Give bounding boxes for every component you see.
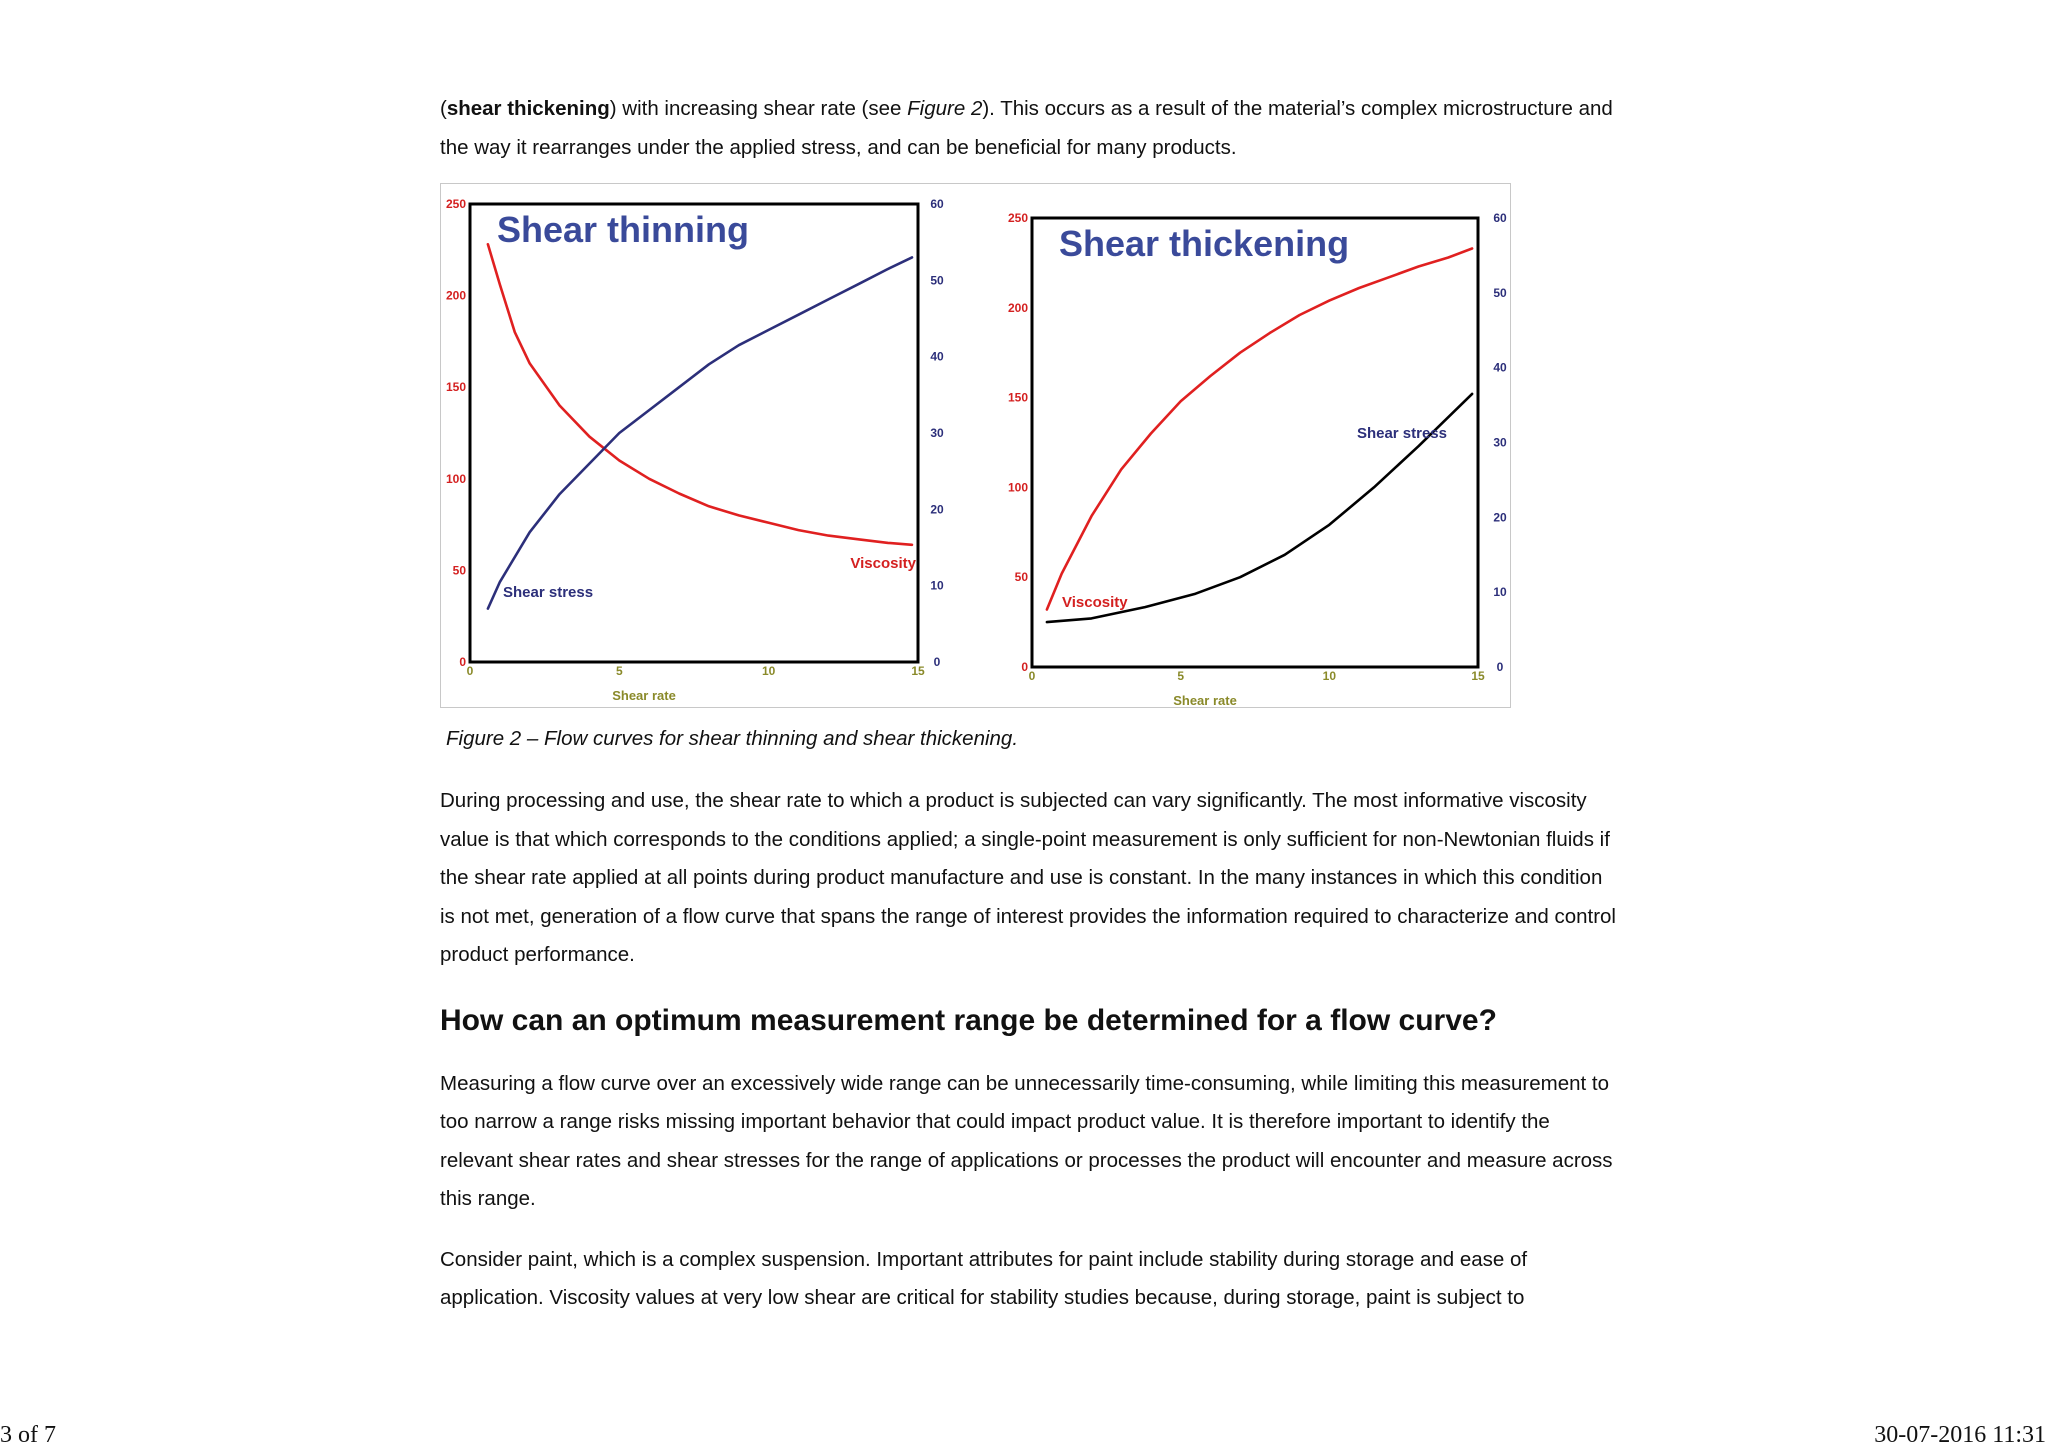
y-right-tick-label: 30 xyxy=(930,426,944,440)
series-annotation: Viscosity xyxy=(1062,594,1128,611)
y-left-tick-label: 150 xyxy=(445,380,466,395)
paragraph-processing: During processing and use, the shear rate to which a product is subjected can vary significantly. The most informative viscosity value is that which corresponds to the conditions applied; a single-point measurement is only sufficient for non-Newtonian fluids if the shear rate applied at all points during product manufacture and use is constant. In the many instances in which this condition is not met, generation of a flow curve that spans the range of interest provides the information required to characterize and control product performance. xyxy=(440,789,1616,966)
flow-curve-charts xyxy=(441,184,1512,709)
x-tick-label: 5 xyxy=(1177,669,1185,683)
y-left-tick-label: 100 xyxy=(445,471,466,486)
y-right-tick-label: 10 xyxy=(930,578,944,593)
y-right-tick-label: 60 xyxy=(1493,211,1507,225)
y-left-tick-label: 0 xyxy=(459,655,466,669)
y-right-tick-label: 30 xyxy=(1493,435,1507,450)
figure-caption: Figure 2 – Flow curves for shear thinning and shear thickening. xyxy=(446,727,1019,750)
x-tick-label: 15 xyxy=(1471,669,1485,683)
intro-bold-term: shear thickening xyxy=(446,97,610,120)
series-annotation: Shear stress xyxy=(503,584,594,601)
x-axis-label: Shear rate xyxy=(612,688,676,703)
y-left-tick-label: 0 xyxy=(1021,660,1028,674)
x-tick-label: 0 xyxy=(1028,669,1036,683)
x-tick-label: 10 xyxy=(1322,669,1337,683)
y-right-tick-label: 50 xyxy=(1493,285,1507,300)
section-heading: How can an optimum measurement range be determined for a flow curve? xyxy=(440,1003,1497,1037)
y-left-tick-label: 250 xyxy=(445,197,466,211)
y-right-tick-label: 20 xyxy=(930,502,944,517)
series-annotation: Viscosity xyxy=(850,555,916,572)
y-left-tick-label: 250 xyxy=(1007,211,1028,225)
paragraph-paint: Consider paint, which is a complex suspension. Important attributes for paint include stability during storage and ease of application. Viscosity values at very low shear are critical for stability studies because, during storage, paint is subject to xyxy=(440,1247,1528,1309)
y-right-tick-label: 50 xyxy=(930,273,944,288)
x-tick-label: 5 xyxy=(615,664,623,678)
chart-title: Shear thinning xyxy=(497,209,749,250)
article-body xyxy=(440,90,1620,1318)
figure-2 xyxy=(440,183,1511,708)
y-right-tick-label: 10 xyxy=(1493,585,1507,600)
y-right-tick-label: 40 xyxy=(1493,360,1507,375)
x-tick-label: 0 xyxy=(466,664,474,678)
y-right-tick-label: 60 xyxy=(930,197,944,211)
y-left-tick-label: 150 xyxy=(1007,390,1028,405)
paragraph-range: Measuring a flow curve over an excessively wide range can be unnecessarily time-consuming, while limiting this measurement to too narrow a range risks missing important behavior that could impact product value. It is therefore important to identify the relevant shear rates and shear stresses for the range of applications or processes the product will encounter and measure across this range. xyxy=(440,1071,1613,1210)
intro-figure-ref: Figure 2 xyxy=(907,97,983,120)
series-line-shear-stress xyxy=(488,257,912,608)
y-right-tick-label: 0 xyxy=(1496,660,1504,674)
print-datetime: 30-07-2016 11:31 xyxy=(1874,1422,2046,1448)
intro-paragraph xyxy=(440,90,1620,167)
y-right-tick-label: 0 xyxy=(933,655,941,669)
y-right-tick-label: 20 xyxy=(1493,510,1507,525)
y-right-tick-label: 40 xyxy=(930,349,944,364)
page-counter: 3 of 7 xyxy=(0,1422,56,1448)
y-left-tick-label: 100 xyxy=(1007,480,1028,495)
series-annotation: Shear stress xyxy=(1356,425,1447,442)
y-left-tick-label: 50 xyxy=(452,563,466,578)
y-left-tick-label: 200 xyxy=(445,288,466,303)
chart-title: Shear thickening xyxy=(1059,223,1350,264)
x-axis-label: Shear rate xyxy=(1173,693,1237,708)
intro-rest-text: ). This occurs as a result of the material’s complex microstructure and the way it rearranges under the applied stress, and can be beneficial for many products. xyxy=(440,97,1613,159)
intro-mid-text: ) with increasing shear rate (see xyxy=(609,97,908,120)
x-tick-label: 15 xyxy=(911,664,925,678)
intro-open-paren: ( xyxy=(440,97,447,120)
x-tick-label: 10 xyxy=(761,664,776,678)
y-left-tick-label: 50 xyxy=(1014,570,1028,585)
y-left-tick-label: 200 xyxy=(1007,300,1028,315)
